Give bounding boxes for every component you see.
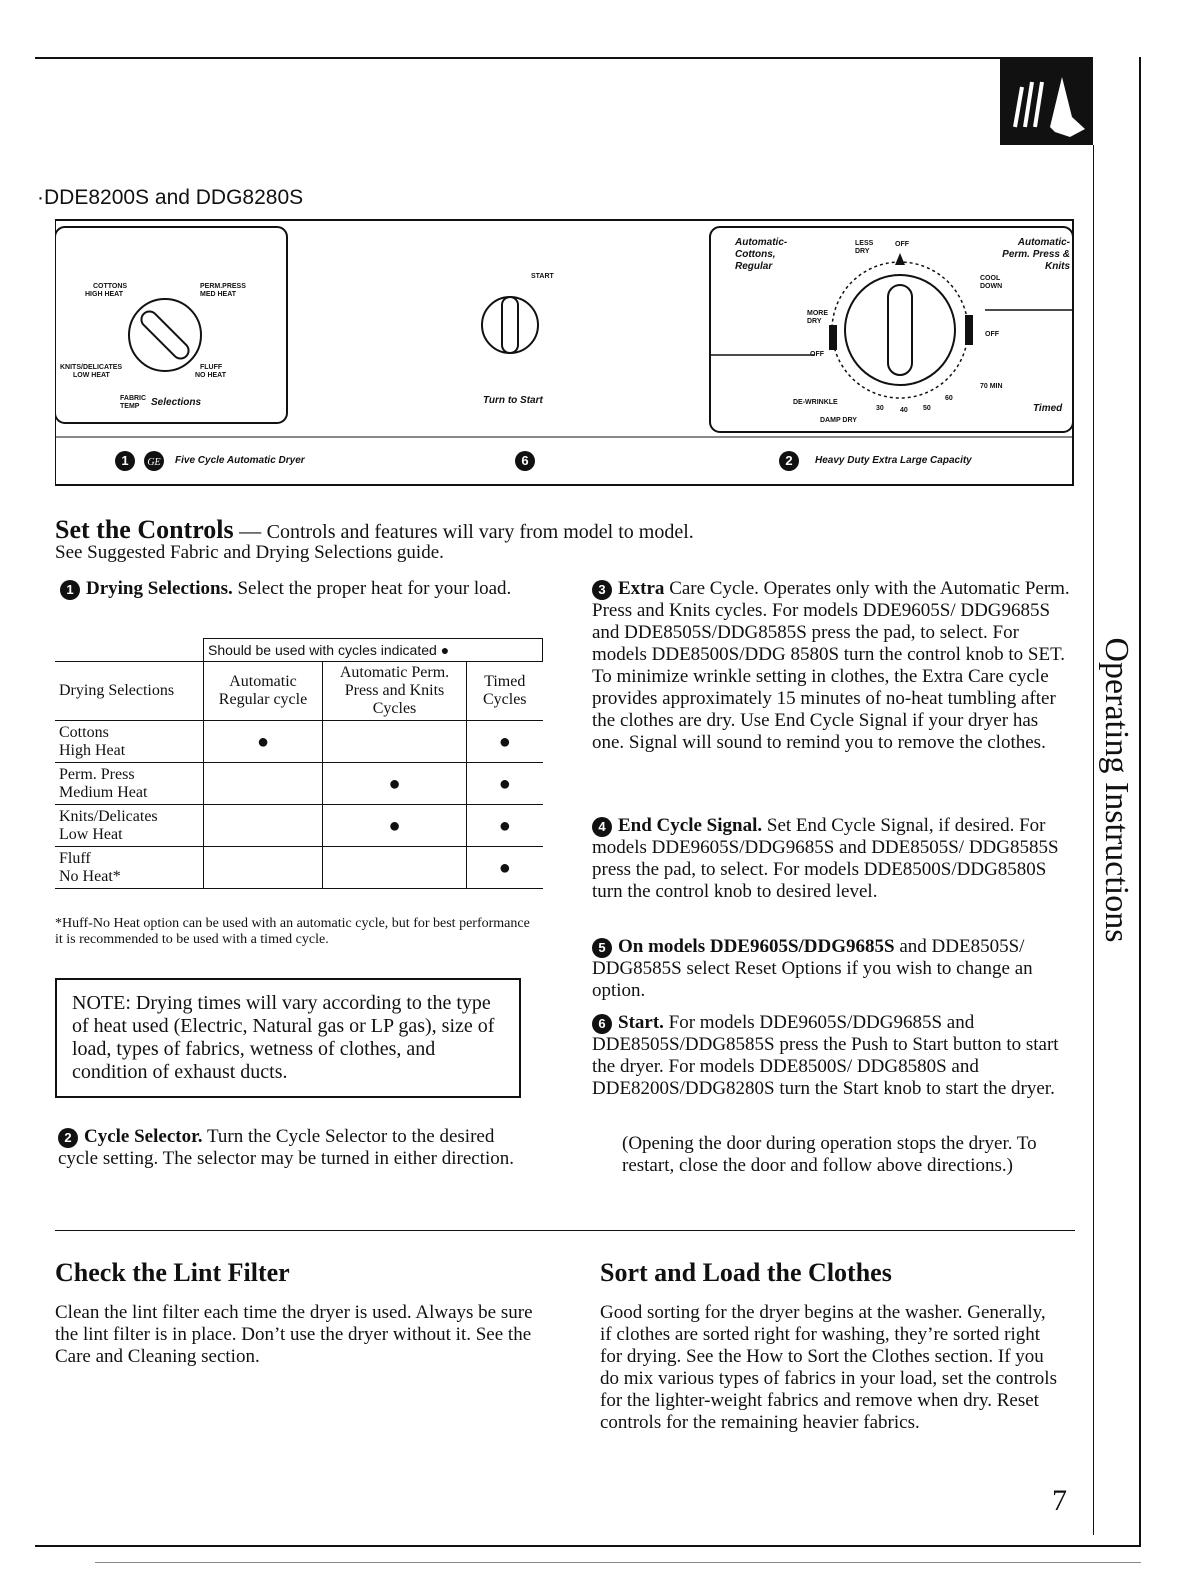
bottom-rule-thin: [95, 1562, 1141, 1563]
start-knob[interactable]: [475, 280, 545, 360]
svg-text:GE: GE: [147, 457, 161, 468]
col-timed: Timed Cycles: [467, 662, 543, 721]
auto-cottons-label: Automatic- Cottons, Regular: [735, 237, 788, 272]
dial1-cottons: COTTONS: [93, 283, 128, 290]
off-right-label: OFF: [985, 331, 999, 338]
col-drying-selections: Drying Selections: [55, 662, 204, 721]
table-row: Fluff No Heat* ●: [55, 847, 543, 889]
item-1-drying-selections: 1 Drying Selections. Select the proper heat for your load.: [60, 578, 520, 600]
number-2-badge: 2: [779, 451, 799, 471]
ge-logo-icon: [143, 450, 165, 472]
item-6-start: 6 Start. For models DDE9605S/DDG9685S and DDE8505S/DDG8585S press the Push to Start button to start the dryer. For models DDE8500S/ DDG8580S and DDE8200S/DDG8280S turn the Start knob to start the dryer.: [592, 1012, 1059, 1099]
dial1-fabric-temp: FABRIC TEMP: [120, 395, 147, 410]
dial1-knits: KNITS/DELICATES: [60, 364, 123, 371]
table-row: Perm. Press Medium Heat ● ●: [55, 763, 543, 805]
set-controls-heading: [55, 515, 1055, 545]
number-1-badge: 1: [115, 451, 135, 471]
item-4-end-cycle: 4 End Cycle Signal. Set End Cycle Signal, if desired. For models DDE9605S/DDG9685S and DDE8505S/ DDG8585S press the pad, to select. For models DDE8500S/DDG8580S turn the control knob to desired level.: [592, 815, 1059, 902]
time-60: 60: [945, 395, 953, 402]
dial1-fluff: FLUFF: [200, 364, 223, 371]
cycle-selector-knob[interactable]: [815, 245, 985, 415]
item-3-extra-care: 3 Extra Care Cycle. Operates only with the Automatic Perm. Press and Knits cycles. For models DDE9605S/ DDG9685S and DDE8505S/DDG8585S press the pad, to select. For models DDE8500S/DDG 8580S turn the control knob to SET. To minimize wrinkle setting in clothes, the Extra Care cycle provides approximately 15 minutes of no-heat tumbling after the clothes are dry. Use End Cycle Signal if your dryer has one. Signal will sound to remind you to remove the clothes.: [592, 578, 1070, 753]
item-6-note: (Opening the door during operation stops the dryer. To restart, close the door and follow above directions.): [622, 1133, 1037, 1176]
dial1-low-heat: LOW HEAT: [73, 372, 110, 379]
lint-section: [55, 1258, 535, 1368]
dial1-selections: Selections: [151, 397, 202, 408]
heavy-duty-label: Heavy Duty Extra Large Capacity: [815, 455, 972, 466]
page-number: 7: [1052, 1484, 1067, 1517]
set-controls-dash: —: [233, 518, 267, 543]
set-controls-title: Set the Controls: [55, 515, 234, 544]
right-rule: [1139, 57, 1141, 1547]
dial1-med-heat: MED HEAT: [200, 291, 237, 298]
number-6-badge: 6: [515, 451, 535, 471]
dial1-no-heat: NO HEAT: [195, 372, 226, 379]
cool-down-label: COOL DOWN: [980, 275, 1003, 290]
control-panel: [55, 215, 1075, 487]
turn-to-start-label: Turn to Start: [483, 395, 543, 406]
set-controls-see: See Suggested Fabric and Drying Selections guide.: [55, 542, 444, 563]
sort-text: Good sorting for the dryer begins at the washer. Generally, if clothes are sorted right for washing, they’re sorted right for drying. See the How to Sort the Clothes section. If you do mix various types of fabrics in your load, set the controls for the lighter-weight fabrics and remove when dry. Reset controls for the remaining heavier fabrics.: [600, 1302, 1057, 1433]
less-dry-label: LESS DRY: [855, 240, 874, 255]
time-30: 30: [876, 405, 884, 412]
note-label: NOTE:: [72, 992, 131, 1014]
table-header-span: Should be used with cycles indicated ●: [204, 639, 543, 662]
dial1-high-heat: HIGH HEAT: [85, 291, 123, 298]
hand-dial-icon: [1000, 57, 1093, 145]
model-title: ·DDE8200S and DDG8280S: [37, 186, 304, 209]
time-70: 70 MIN: [980, 383, 1003, 390]
dial1-perm-press: PERM.PRESS: [200, 283, 246, 290]
bottom-rule: [35, 1545, 1141, 1547]
set-controls-subtitle: Controls and features will vary from model to model.: [266, 521, 694, 543]
time-40: 40: [900, 407, 908, 414]
de-wrinkle-label: DE-WRINKLE: [793, 399, 838, 406]
side-tab: [1093, 600, 1139, 980]
off-top-label: OFF: [895, 241, 909, 248]
panel-label-row: [115, 451, 1065, 475]
auto-perm-label: Automatic- Perm. Press & Knits: [1002, 237, 1070, 272]
sort-section: [600, 1258, 1060, 1434]
col-auto-perm: Automatic Perm. Press and Knits Cycles: [323, 662, 467, 721]
section-rule: [55, 1230, 1075, 1231]
timed-label: Timed: [1033, 403, 1063, 414]
start-label: START: [531, 273, 554, 280]
item-5-reset-options: 5 On models DDE9605S/DDG9685S and DDE8505S/ DDG8585S select Reset Options if you wish to change an option.: [592, 936, 1033, 1001]
top-rule: [35, 57, 1000, 59]
drying-selections-table: [55, 638, 543, 889]
col-auto-regular: Automatic Regular cycle: [204, 662, 323, 721]
note-text: Drying times will vary according to the type of heat used (Electric, Natural gas or LP gas), size of load, types of fabrics, wetness of clothes, and condition of exhaust ducts.: [72, 992, 495, 1083]
table-footnote: *Huff-No Heat option can be used with an automatic cycle, but for best performance it is recommended to be used with a timed cycle.: [55, 916, 530, 947]
off-left-label: OFF: [810, 351, 824, 358]
table-header-row: [55, 639, 543, 662]
damp-dry-label: DAMP DRY: [820, 417, 857, 424]
section-logo-block: [1000, 57, 1093, 145]
more-dry-label: MORE DRY: [807, 310, 828, 325]
time-50: 50: [923, 405, 931, 412]
lint-title: Check the Lint Filter: [55, 1258, 290, 1287]
five-cycle-label: Five Cycle Automatic Dryer: [175, 455, 305, 466]
table-row: Cottons High Heat ● ●: [55, 721, 543, 763]
item-2-cycle-selector: 2 Cycle Selector. Turn the Cycle Selector to the desired cycle setting. The selector may be turned in either direction.: [58, 1126, 515, 1169]
table-col-header-row: [55, 662, 543, 721]
side-tab-label: Operating Instructions: [1098, 637, 1135, 943]
lint-text: Clean the lint filter each time the dryer is used. Always be sure the lint filter is in place. Don’t use the dryer without it. See the Care and Cleaning section.: [55, 1302, 533, 1367]
sort-title: Sort and Load the Clothes: [600, 1258, 892, 1287]
note-box: [55, 978, 521, 1098]
table-row: Knits/Delicates Low Heat ● ●: [55, 805, 543, 847]
